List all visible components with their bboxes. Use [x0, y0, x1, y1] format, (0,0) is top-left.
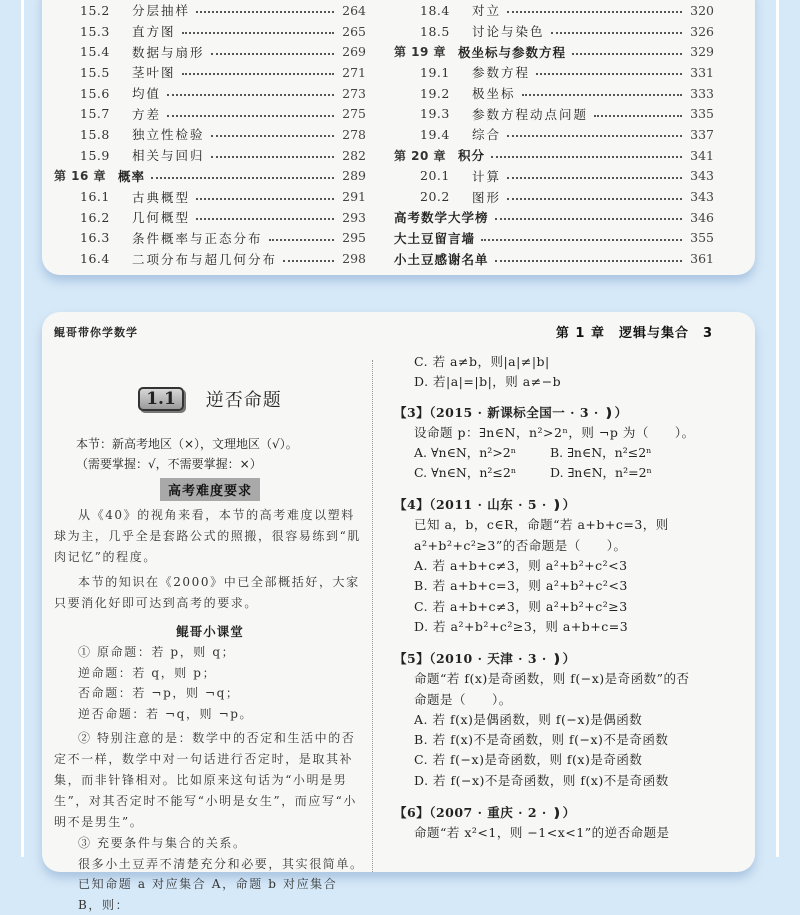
toc-leader-dots [211, 53, 334, 55]
toc-entry-special[interactable] [394, 248, 714, 269]
note-3-heading: ③ 充要条件与集合的关系。 [78, 836, 247, 850]
toc-entry-page: 361 [690, 251, 714, 267]
toc-leader-dots [283, 260, 334, 262]
toc-entry-title: 二项分布与超几何分布 [132, 251, 278, 267]
toc-entry-title: 直方图 [132, 24, 176, 40]
toc-entry-page: 282 [342, 147, 366, 163]
toc-entry-number: 20.2 [420, 189, 450, 205]
toc-leader-dots [196, 198, 334, 200]
toc-leader-dots [572, 53, 682, 55]
toc-entry-number: 16.2 [80, 209, 110, 225]
section-title: 逆否命题 [205, 390, 282, 411]
toc-leader-dots [507, 135, 682, 137]
question-stem: a²+b²+c²≥3”的否命题是（ ）。 [414, 537, 627, 553]
question-header [394, 649, 724, 669]
toc-entry-sub[interactable] [394, 83, 714, 104]
toc-entry-special[interactable] [394, 228, 714, 249]
question-option-row [394, 463, 724, 483]
toc-leader-dots [495, 260, 682, 262]
toc-entry-chapter[interactable] [394, 41, 714, 62]
toc-entry-title: 参数方程动点问题 [472, 106, 589, 122]
question-option: C. ∀n∈N，n²≤2ⁿ [414, 465, 517, 481]
toc-leader-dots [481, 239, 682, 241]
question-option: A. ∀n∈N，n²>2ⁿ [414, 444, 517, 460]
question-number: 【4】 [394, 497, 430, 513]
toc-leader-dots [196, 11, 334, 13]
question-list [394, 403, 724, 844]
question-option: B. 若 f(x)不是奇函数，则 f(−x)不是奇函数 [414, 732, 669, 748]
toc-entry-page: 346 [690, 209, 714, 225]
difficulty-heading-wrap [54, 478, 366, 501]
toc-entry-page: 298 [342, 251, 366, 267]
toc-entry-title: 参数方程 [472, 65, 531, 81]
question-stem: 命题“若 f(x)是奇函数，则 f(−x)是奇函数”的否 [414, 671, 690, 687]
question-source: （2011 · 山东 · 5 · ❫） [429, 497, 576, 513]
toc-entry-number: 18.4 [420, 2, 450, 18]
note-3-cutoff: 已知命题 a 对应集合 A，命题 b 对应集合 B，则： [78, 877, 338, 912]
running-header-right: 第 1 章 逻辑与集合 3 [555, 326, 713, 341]
toc-entry-title: 高考数学大学榜 [394, 210, 489, 226]
region-note-line: 本节：新高考地区（×），文理地区（√）。 [76, 437, 298, 451]
toc-entry-page: 329 [690, 44, 714, 60]
toc-entry-sub[interactable] [394, 62, 714, 83]
toc-entry-title: 分层抽样 [132, 3, 191, 19]
question-source: （2007 · 重庆 · 2 · ❫） [429, 805, 576, 821]
region-note [54, 434, 366, 474]
toc-entry-page: 333 [690, 85, 714, 101]
toc-leader-dots [269, 239, 334, 241]
toc-entry-title: 极坐标 [472, 86, 516, 102]
toc-entry-sub[interactable] [394, 166, 714, 187]
classroom-line: 否命题：若 ¬p，则 ¬q； [78, 686, 240, 700]
toc-entry-title: 条件概率与正态分布 [132, 230, 263, 246]
toc-entry-page: 289 [342, 168, 366, 184]
toc-entry-title: 概率 [118, 168, 146, 184]
toc-entry-title: 数据与扇形 [132, 44, 205, 60]
question-number: 【6】 [394, 805, 430, 821]
toc-entry-number: 20.1 [420, 168, 450, 184]
toc-entry-title: 对立 [472, 3, 502, 19]
background-stripe-right [776, 0, 779, 857]
previous-option-c: C. 若 a≠b，则|a|≠|b| [414, 354, 550, 369]
question-option-row [394, 443, 724, 463]
right-column [394, 352, 724, 843]
toc-entry-title: 计算 [472, 168, 502, 184]
toc-entry-title: 古典概型 [132, 189, 191, 205]
question-option: D. 若 a²+b²+c²≥3，则 a+b+c=3 [414, 618, 629, 634]
note-2-paragraph: ② 特别注意的是：数学中的否定和生活中的否定不一样，数学中对一句话进行否定时，是取其补集，而非针锋相对。比如原来这句话为“小明是男生”，对其否定时不能写“小明是女生”，而应写“小明不是男生”。 [54, 731, 357, 829]
toc-leader-dots [522, 94, 682, 96]
toc-entry-sub[interactable] [394, 124, 714, 145]
toc-entry-sub[interactable] [394, 186, 714, 207]
toc-entry-number: 15.8 [80, 126, 110, 142]
toc-entry-sub[interactable] [394, 103, 714, 124]
toc-entry-sub[interactable] [54, 248, 366, 269]
toc-entry-page: 278 [342, 126, 366, 142]
question-header [394, 403, 724, 423]
toc-entry-sub[interactable] [54, 41, 366, 62]
classroom-title: 鲲哥小课堂 [176, 624, 244, 639]
toc-entry-number: 15.4 [80, 44, 110, 60]
section-heading [54, 384, 366, 414]
toc-entry-title: 相关与回归 [132, 148, 205, 164]
difficulty-paragraph-1: 从《40》的视角来看，本节的高考难度以塑料球为主，几乎全是套路公式的照搬，很容易练到“肌肉记忆”的程度。 [54, 508, 361, 564]
toc-entry-title: 茎叶图 [132, 65, 176, 81]
question-number: 【3】 [394, 404, 430, 420]
toc-entry-page: 341 [690, 147, 714, 163]
toc-leader-dots [151, 177, 334, 179]
question-option: C. 若 f(−x)是奇函数，则 f(x)是奇函数 [414, 752, 643, 768]
toc-entry-title: 综合 [472, 127, 502, 143]
column-divider [372, 360, 373, 872]
toc-entry-sub[interactable] [54, 145, 366, 166]
toc-leader-dots [495, 218, 682, 220]
toc-entry-title: 独立性检验 [132, 127, 205, 143]
toc-leader-dots [167, 115, 334, 117]
toc-entry-page: 271 [342, 64, 366, 80]
toc-leader-dots [536, 73, 682, 75]
toc-entry-page: 295 [342, 230, 366, 246]
toc-entry-number: 16.4 [80, 251, 110, 267]
background-stripe-left [21, 0, 24, 857]
question-stem: 已知 a，b，c∈R，命题“若 a+b+c=3，则 [414, 517, 669, 533]
toc-leader-dots [182, 32, 334, 34]
question-number: 【5】 [394, 651, 430, 667]
toc-entry-number: 19.1 [420, 64, 450, 80]
toc-entry-sub[interactable] [54, 62, 366, 83]
toc-entry-number: 第 20 章 [394, 148, 447, 163]
question-stem: 设命题 p：∃n∈N，n²>2ⁿ，则 ¬p 为（ ）。 [414, 424, 695, 440]
toc-entry-number: 19.2 [420, 85, 450, 101]
previous-option-d: D. 若|a|=|b|，则 a≠−b [414, 374, 562, 390]
toc-entry-number: 15.2 [80, 2, 110, 18]
toc-right-column [394, 0, 714, 269]
toc-entry-sub[interactable] [54, 83, 366, 104]
toc-entry-page: 326 [690, 23, 714, 39]
toc-entry-page: 265 [342, 23, 366, 39]
toc-entry-page: 343 [690, 168, 714, 184]
toc-leader-dots [182, 73, 334, 75]
difficulty-paragraph-2: 本节的知识在《2000》中已全部概括好，大家只要消化好即可达到高考的要求。 [54, 575, 360, 610]
book-page-card [42, 312, 755, 912]
note-3-paragraph: 很多小土豆弄不清楚充分和必要，其实很简单。 [78, 856, 364, 871]
toc-entry-page: 335 [690, 106, 714, 122]
question-stem: 命题是（ ）。 [414, 691, 512, 707]
classroom-line: 逆命题：若 q，则 p； [78, 665, 217, 680]
question-option: A. 若 f(x)是偶函数，则 f(−x)是偶函数 [414, 711, 643, 727]
toc-entry-sub[interactable] [54, 228, 366, 249]
toc-entry-title: 积分 [458, 148, 486, 164]
toc-leader-dots [507, 198, 682, 200]
question-header [394, 495, 724, 515]
toc-entry-sub[interactable] [54, 103, 366, 124]
question-source: （2015 · 新课标全国一 · 3 · ❫） [429, 404, 628, 420]
toc-entry-number: 16.3 [80, 230, 110, 246]
toc-entry-title: 大土豆留言墙 [394, 230, 476, 246]
toc-leader-dots [211, 135, 334, 137]
toc-entry-title: 讨论与染色 [472, 24, 545, 40]
toc-entry-sub[interactable] [54, 124, 366, 145]
question-source: （2010 · 天津 · 3 · ❫） [429, 651, 576, 667]
toc-entry-page: 293 [342, 209, 366, 225]
toc-entry-number: 18.5 [420, 23, 450, 39]
toc-entry-number: 15.9 [80, 147, 110, 163]
question-option: B. ∃n∈N，n²≤2ⁿ [550, 444, 652, 460]
question-option: A. 若 a+b+c≠3，则 a²+b²+c²<3 [414, 558, 628, 574]
toc-leader-dots [507, 177, 682, 179]
toc-left-column [54, 0, 366, 269]
toc-entry-sub[interactable] [54, 0, 366, 21]
difficulty-heading: 高考难度要求 [160, 478, 260, 501]
classroom-line: 逆否命题：若 ¬q，则 ¬p。 [78, 706, 254, 721]
toc-entry-page: 269 [342, 44, 366, 60]
question-option: C. 若 a+b+c≠3，则 a²+b²+c²≥3 [414, 598, 628, 614]
toc-entry-special[interactable] [394, 207, 714, 228]
toc-entry-chapter[interactable] [54, 166, 366, 187]
toc-entry-title: 小土豆感谢名单 [394, 251, 489, 267]
toc-entry-title: 极坐标与参数方程 [458, 44, 567, 60]
toc-entry-page: 320 [690, 2, 714, 18]
section-number-badge: 1.1 [138, 387, 184, 411]
toc-entry-number: 15.5 [80, 64, 110, 80]
toc-leader-dots [491, 156, 682, 158]
toc-leader-dots [167, 94, 334, 96]
toc-entry-sub[interactable] [394, 21, 714, 42]
region-note-legend: （需要掌握：√，不需要掌握：×） [76, 457, 262, 471]
toc-entry-number: 19.3 [420, 106, 450, 122]
question-stem: 命题“若 x²<1，则 −1<x<1”的逆否命题是 [414, 825, 670, 841]
toc-entry-chapter[interactable] [394, 145, 714, 166]
left-column [54, 352, 366, 915]
toc-entry-number: 第 16 章 [54, 169, 107, 184]
question-option: D. ∃n∈N，n²=2ⁿ [550, 465, 652, 481]
toc-entry-number: 第 19 章 [394, 45, 447, 60]
toc-entry-page: 337 [690, 126, 714, 142]
toc-leader-dots [196, 218, 334, 220]
classroom-line: ① 原命题：若 p，则 q； [78, 645, 236, 659]
toc-entry-sub[interactable] [394, 0, 714, 21]
toc-leader-dots [551, 32, 682, 34]
toc-entry-sub[interactable] [54, 207, 366, 228]
toc-entry-page: 343 [690, 189, 714, 205]
toc-entry-page: 355 [690, 230, 714, 246]
toc-entry-page: 291 [342, 189, 366, 205]
table-of-contents-card [42, 0, 755, 275]
question-option: D. 若 f(−x)不是奇函数，则 f(x)不是奇函数 [414, 772, 669, 788]
toc-entry-number: 15.6 [80, 85, 110, 101]
toc-entry-page: 331 [690, 64, 714, 80]
toc-entry-sub[interactable] [54, 186, 366, 207]
toc-entry-number: 16.1 [80, 189, 110, 205]
toc-leader-dots [507, 11, 682, 13]
toc-entry-number: 15.7 [80, 106, 110, 122]
toc-entry-sub[interactable] [54, 21, 366, 42]
toc-leader-dots [211, 156, 334, 158]
toc-entry-title: 均值 [132, 86, 162, 102]
question-option: B. 若 a+b+c=3，则 a²+b²+c²<3 [414, 578, 628, 594]
question-header [394, 803, 724, 823]
running-header-left: 鲲哥带你学数学 [54, 326, 138, 339]
toc-entry-title: 图形 [472, 189, 502, 205]
toc-entry-title: 几何概型 [132, 210, 191, 226]
toc-entry-page: 275 [342, 106, 366, 122]
toc-entry-page: 273 [342, 85, 366, 101]
toc-leader-dots [594, 115, 682, 117]
toc-entry-title: 方差 [132, 106, 162, 122]
toc-entry-number: 19.4 [420, 126, 450, 142]
toc-entry-page: 264 [342, 2, 366, 18]
toc-entry-number: 15.3 [80, 23, 110, 39]
